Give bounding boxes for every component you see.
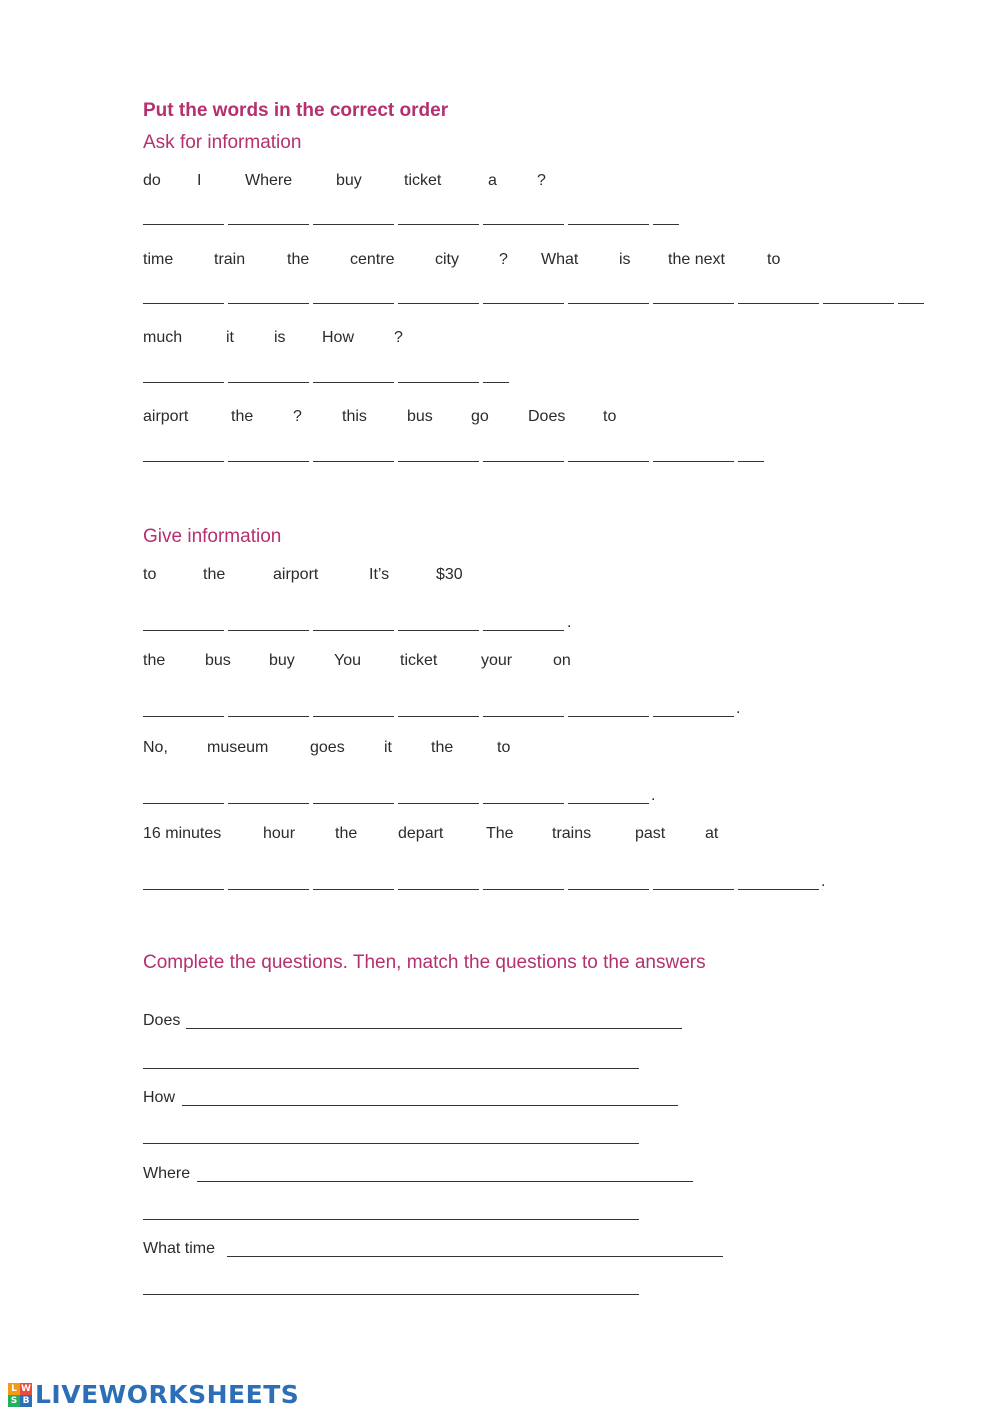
word-tile[interactable]: bus [205,652,231,669]
answer-blank[interactable] [653,224,679,225]
word-tile[interactable]: buy [336,172,362,189]
answer-blank[interactable] [483,630,564,631]
question-label: Does [143,1012,181,1029]
question-blank[interactable] [186,1028,682,1029]
answer-blank[interactable] [228,803,309,804]
answer-blank[interactable] [143,716,224,717]
give-heading: Give information [143,526,282,547]
liveworksheets-blocks-icon [8,1383,32,1407]
word-tile[interactable]: this [342,408,367,425]
answer-blank[interactable] [313,630,394,631]
ask-heading: Ask for information [143,132,302,153]
sentence-period: . [567,614,572,631]
answer-blank[interactable] [898,303,924,304]
word-tile[interactable]: at [705,825,719,842]
word-tile[interactable]: ? [293,408,302,425]
sentence-period: . [651,787,656,804]
answer-blank[interactable] [143,461,224,462]
answer-blank[interactable] [313,461,394,462]
word-tile[interactable]: Does [528,408,566,425]
answer-blank[interactable] [568,803,649,804]
word-tile[interactable]: on [553,652,571,669]
question-blank[interactable] [197,1181,693,1182]
word-tile[interactable]: I [197,172,202,189]
word-tile[interactable]: city [435,251,459,268]
logo-block: L [8,1383,20,1395]
word-tile[interactable]: your [481,652,513,669]
answer-blank[interactable] [228,461,309,462]
answer-blank[interactable] [653,303,734,304]
answer-blank[interactable] [143,303,224,304]
answer-blank[interactable] [568,716,649,717]
answer-blank[interactable] [143,630,224,631]
word-tile[interactable]: the [143,652,166,669]
answer-blank[interactable] [483,716,564,717]
question-label: How [143,1089,176,1106]
answer-blank[interactable] [143,889,224,890]
word-tile[interactable]: ? [394,329,403,346]
word-tile[interactable]: ticket [400,652,438,669]
word-tile[interactable]: What [541,251,579,268]
sentence-period: . [821,873,826,890]
word-tile[interactable]: go [471,408,489,425]
word-tile[interactable]: to [603,408,617,425]
answer-blank[interactable] [483,889,564,890]
answer-blank[interactable] [398,630,479,631]
answer-blank[interactable] [228,224,309,225]
answer-blank[interactable] [738,303,819,304]
word-tile[interactable]: to [143,566,157,583]
answer-blank[interactable] [313,889,394,890]
sentence-period: . [736,700,741,717]
word-tile[interactable]: museum [207,739,269,756]
answer-blank[interactable] [568,461,649,462]
answer-blank[interactable] [398,382,479,383]
word-tile[interactable]: centre [350,251,395,268]
word-tile[interactable]: time [143,251,174,268]
logo-text: LIVEWORKSHEETS [35,1380,300,1409]
word-tile[interactable]: it [226,329,234,346]
answer-blank[interactable] [568,224,649,225]
answer-blank[interactable] [313,716,394,717]
word-tile[interactable]: train [214,251,246,268]
word-tile[interactable]: it [384,739,392,756]
word-tile[interactable]: No, [143,739,168,756]
word-tile[interactable]: ? [499,251,508,268]
word-tile[interactable]: much [143,329,183,346]
question-label: Where [143,1165,191,1182]
answer-blank[interactable] [398,303,479,304]
answer-blank[interactable] [313,382,394,383]
logo-block: W [21,1383,31,1394]
answer-blank[interactable] [398,461,479,462]
answer-blank[interactable] [313,803,394,804]
word-tile[interactable]: It’s [369,566,390,583]
word-tile[interactable]: the [431,739,454,756]
word-tile[interactable]: hour [263,825,296,842]
word-tile[interactable]: The [486,825,514,842]
answer-blank[interactable] [738,889,819,890]
word-tile[interactable]: to [767,251,781,268]
answer-blank[interactable] [143,1294,639,1295]
answer-blank[interactable] [143,1219,639,1220]
word-tile[interactable]: a [488,172,497,189]
answer-blank[interactable] [568,889,649,890]
answer-blank[interactable] [228,889,309,890]
word-tile[interactable]: the [231,408,254,425]
answer-blank[interactable] [653,716,734,717]
answer-blank[interactable] [398,716,479,717]
word-tile[interactable]: past [635,825,666,842]
word-tile[interactable]: Where [245,172,293,189]
answer-blank[interactable] [738,461,764,462]
answer-blank[interactable] [143,803,224,804]
answer-blank[interactable] [313,224,394,225]
word-tile[interactable]: bus [407,408,433,425]
word-tile[interactable]: the next [668,251,725,268]
answer-blank[interactable] [143,224,224,225]
answer-blank[interactable] [228,303,309,304]
answer-blank[interactable] [398,224,479,225]
logo-block: B [20,1395,32,1407]
logo-block: S [8,1395,20,1407]
answer-blank[interactable] [313,303,394,304]
answer-blank[interactable] [823,303,894,304]
answer-blank[interactable] [483,382,509,383]
answer-blank[interactable] [398,889,479,890]
answer-blank[interactable] [653,461,734,462]
word-tile[interactable]: the [335,825,358,842]
word-tile[interactable]: depart [398,825,444,842]
answer-blank[interactable] [398,803,479,804]
answer-blank[interactable] [483,303,564,304]
answer-blank[interactable] [483,224,564,225]
word-tile[interactable]: to [497,739,511,756]
word-tile[interactable]: trains [552,825,592,842]
answer-blank[interactable] [143,1068,639,1069]
word-tile[interactable]: do [143,172,161,189]
page-title: Put the words in the correct order [143,100,449,121]
answer-blank[interactable] [228,382,309,383]
word-tile[interactable]: How [322,329,355,346]
answer-blank[interactable] [143,382,224,383]
word-tile[interactable]: the [203,566,226,583]
answer-blank[interactable] [228,716,309,717]
answer-blank[interactable] [483,461,564,462]
answer-blank[interactable] [483,803,564,804]
word-tile[interactable]: $30 [436,566,463,583]
word-tile[interactable]: is [274,329,286,346]
question-blank[interactable] [227,1256,723,1257]
answer-blank[interactable] [568,303,649,304]
word-tile[interactable]: 16 minutes [143,825,222,842]
word-tile[interactable]: airport [143,408,189,425]
word-tile[interactable]: ? [537,172,546,189]
word-tile[interactable]: You [334,652,361,669]
complete-heading: Complete the questions. Then, match the questions to the answers [143,952,706,973]
question-label: What time [143,1240,216,1257]
word-tile[interactable]: is [619,251,631,268]
word-tile[interactable]: ticket [404,172,442,189]
question-blank[interactable] [182,1105,678,1106]
answer-blank[interactable] [228,630,309,631]
answer-blank[interactable] [143,1143,639,1144]
word-tile[interactable]: the [287,251,310,268]
word-tile[interactable]: airport [273,566,319,583]
answer-blank[interactable] [653,889,734,890]
word-tile[interactable]: buy [269,652,295,669]
word-tile[interactable]: goes [310,739,345,756]
liveworksheets-logo [8,1380,299,1409]
